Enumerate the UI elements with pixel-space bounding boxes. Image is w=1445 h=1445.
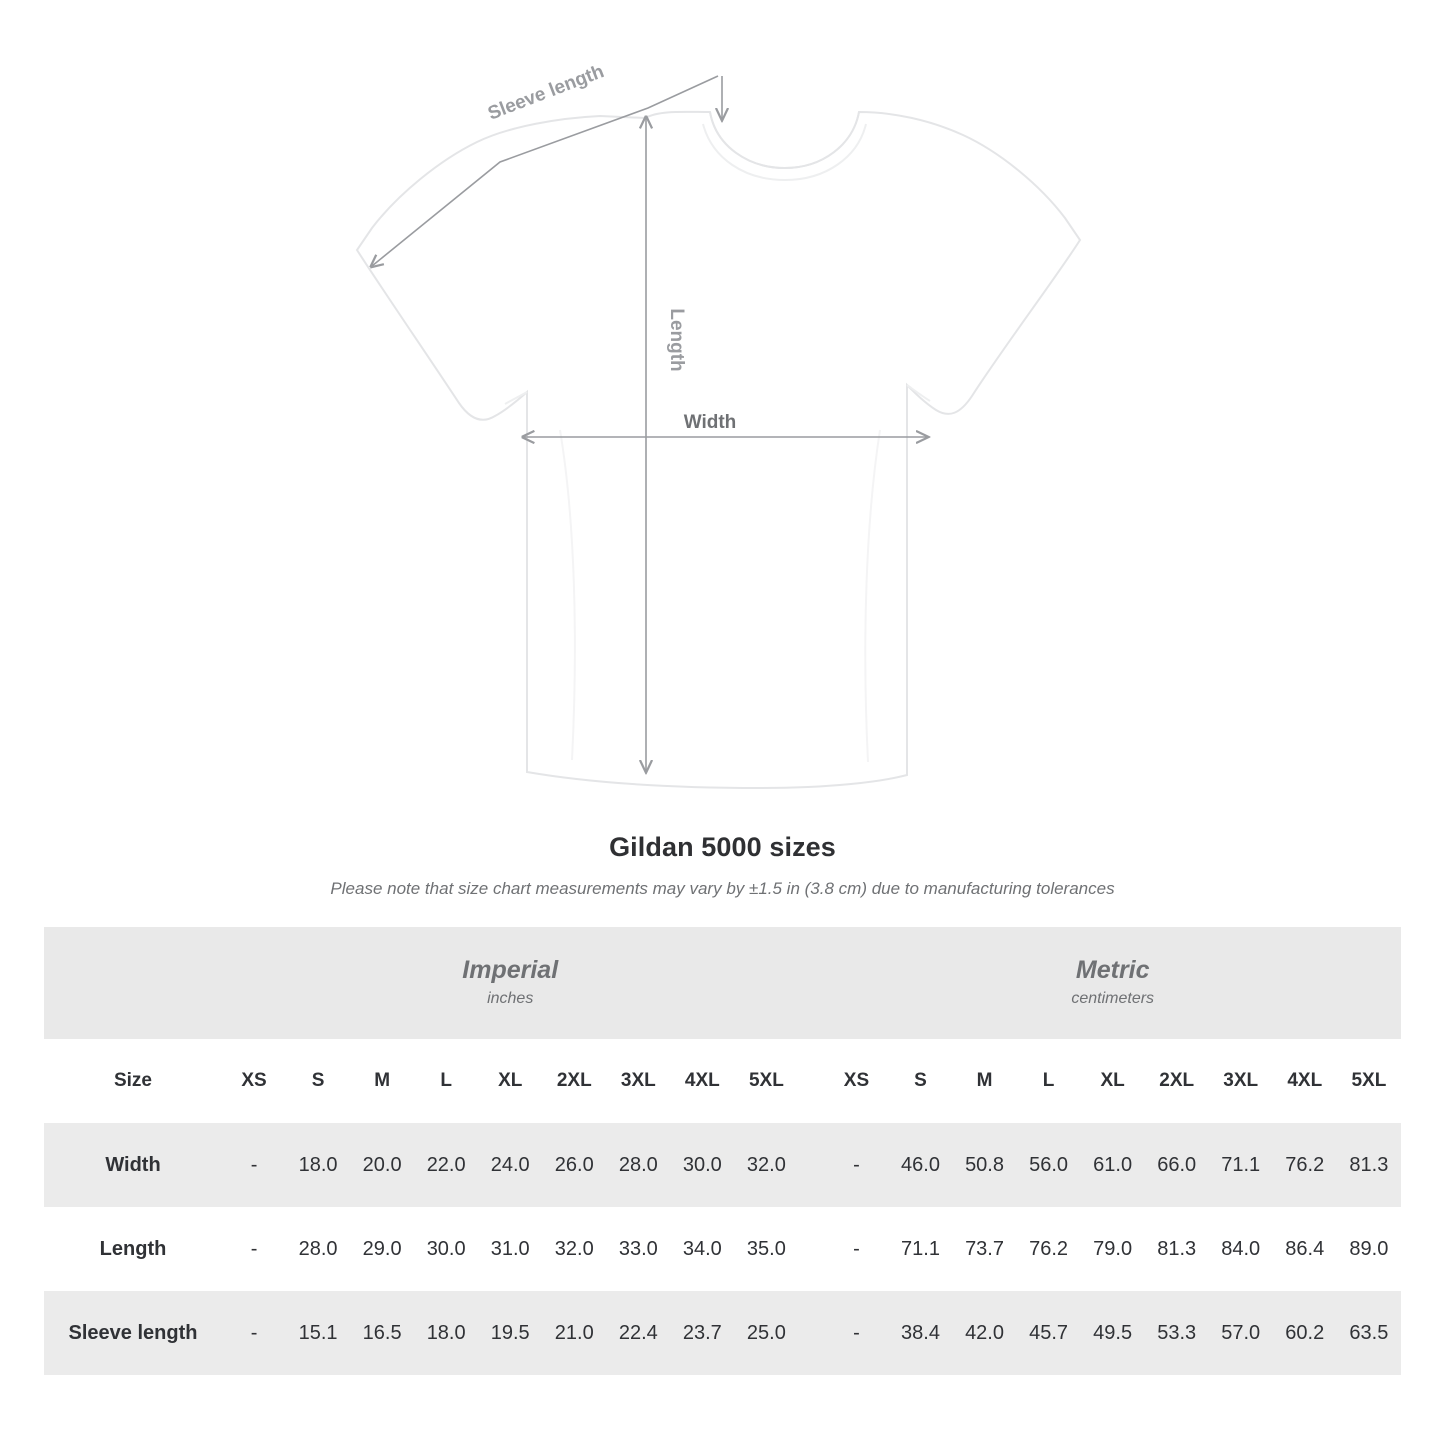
- sleeve-length-label: Sleeve length: [485, 61, 607, 125]
- unit-imperial: [222, 927, 798, 1039]
- width-metric-xl: 61.0: [1081, 1123, 1145, 1207]
- sleeve-imperial-2xl: 21.0: [542, 1291, 606, 1375]
- width-metric-2xl: 66.0: [1145, 1123, 1209, 1207]
- width-metric-3xl: 71.1: [1209, 1123, 1273, 1207]
- length-metric-xl: 79.0: [1081, 1207, 1145, 1291]
- length-imperial-l: 30.0: [414, 1207, 478, 1291]
- length-label: Length: [666, 308, 687, 372]
- header-metric-xs: XS: [824, 1039, 888, 1123]
- width-metric-l: 56.0: [1017, 1123, 1081, 1207]
- width-imperial-l: 22.0: [414, 1123, 478, 1207]
- width-imperial-3xl: 28.0: [606, 1123, 670, 1207]
- size-table: [44, 927, 1401, 1375]
- header-metric-5xl: 5XL: [1337, 1039, 1401, 1123]
- unit-band-spacer: [44, 927, 222, 1039]
- header-metric-2xl: 2XL: [1145, 1039, 1209, 1123]
- unit-band-gap: [798, 927, 824, 1039]
- unit-metric-name: Metric: [1075, 955, 1150, 984]
- size-table-wrapper: [44, 927, 1401, 1375]
- width-imperial-5xl: 32.0: [734, 1123, 798, 1207]
- width-imperial-s: 18.0: [286, 1123, 350, 1207]
- sleeve-metric-m: 42.0: [953, 1291, 1017, 1375]
- row-label-sleeve-length: Sleeve length: [44, 1291, 222, 1375]
- header-metric-s: S: [888, 1039, 952, 1123]
- tolerance-note: Please note that size chart measurements may vary by ±1.5 in (3.8 cm) due to manufacturing tolerances: [330, 879, 1115, 898]
- length-metric-2xl: 81.3: [1145, 1207, 1209, 1291]
- length-imperial-m: 29.0: [350, 1207, 414, 1291]
- header-metric-xl: XL: [1081, 1039, 1145, 1123]
- width-imperial-2xl: 26.0: [542, 1123, 606, 1207]
- sleeve-imperial-l: 18.0: [414, 1291, 478, 1375]
- sleeve-metric-xs: -: [824, 1291, 888, 1375]
- sleeve-metric-2xl: 53.3: [1145, 1291, 1209, 1375]
- length-metric-m: 73.7: [953, 1207, 1017, 1291]
- length-imperial-s: 28.0: [286, 1207, 350, 1291]
- width-metric-s: 46.0: [888, 1123, 952, 1207]
- length-imperial-2xl: 32.0: [542, 1207, 606, 1291]
- header-imperial-l: L: [414, 1039, 478, 1123]
- header-imperial-3xl: 3XL: [606, 1039, 670, 1123]
- length-metric-xs: -: [824, 1207, 888, 1291]
- length-metric-l: 76.2: [1017, 1207, 1081, 1291]
- header-imperial-xs: XS: [222, 1039, 286, 1123]
- header-imperial-m: M: [350, 1039, 414, 1123]
- page-title: Gildan 5000 sizes: [609, 832, 836, 862]
- sleeve-metric-4xl: 60.2: [1273, 1291, 1337, 1375]
- sleeve-metric-s: 38.4: [888, 1291, 952, 1375]
- width-metric-m: 50.8: [953, 1123, 1017, 1207]
- table-row: [44, 1123, 1401, 1207]
- row-label-width: Width: [44, 1123, 222, 1207]
- width-metric-4xl: 76.2: [1273, 1123, 1337, 1207]
- unit-metric: [824, 927, 1401, 1039]
- sleeve-imperial-s: 15.1: [286, 1291, 350, 1375]
- sleeve-imperial-4xl: 23.7: [670, 1291, 734, 1375]
- length-gap: [798, 1207, 824, 1291]
- width-metric-xs: -: [824, 1123, 888, 1207]
- length-metric-s: 71.1: [888, 1207, 952, 1291]
- width-imperial-4xl: 30.0: [670, 1123, 734, 1207]
- header-metric-4xl: 4XL: [1273, 1039, 1337, 1123]
- length-imperial-3xl: 33.0: [606, 1207, 670, 1291]
- header-gap: [798, 1039, 824, 1123]
- length-imperial-4xl: 34.0: [670, 1207, 734, 1291]
- unit-imperial-name: Imperial: [462, 955, 559, 984]
- sleeve-imperial-m: 16.5: [350, 1291, 414, 1375]
- sleeve-imperial-5xl: 25.0: [734, 1291, 798, 1375]
- sleeve-metric-l: 45.7: [1017, 1291, 1081, 1375]
- length-imperial-5xl: 35.0: [734, 1207, 798, 1291]
- sleeve-metric-5xl: 63.5: [1337, 1291, 1401, 1375]
- width-imperial-xs: -: [222, 1123, 286, 1207]
- sleeve-imperial-xl: 19.5: [478, 1291, 542, 1375]
- table-row: [44, 1291, 1401, 1375]
- header-imperial-4xl: 4XL: [670, 1039, 734, 1123]
- sleeve-metric-xl: 49.5: [1081, 1291, 1145, 1375]
- sleeve-gap: [798, 1291, 824, 1375]
- row-label-length: Length: [44, 1207, 222, 1291]
- length-metric-5xl: 89.0: [1337, 1207, 1401, 1291]
- unit-imperial-sub: inches: [487, 990, 534, 1008]
- width-imperial-xl: 24.0: [478, 1123, 542, 1207]
- width-gap: [798, 1123, 824, 1207]
- length-metric-4xl: 86.4: [1273, 1207, 1337, 1291]
- width-label: Width: [683, 412, 737, 433]
- header-imperial-5xl: 5XL: [734, 1039, 798, 1123]
- length-metric-3xl: 84.0: [1209, 1207, 1273, 1291]
- header-imperial-s: S: [286, 1039, 350, 1123]
- sleeve-imperial-xs: -: [222, 1291, 286, 1375]
- header-metric-m: M: [953, 1039, 1017, 1123]
- unit-metric-sub: centimeters: [1071, 990, 1155, 1008]
- sleeve-metric-3xl: 57.0: [1209, 1291, 1273, 1375]
- header-metric-3xl: 3XL: [1209, 1039, 1273, 1123]
- width-metric-5xl: 81.3: [1337, 1123, 1401, 1207]
- width-imperial-m: 20.0: [350, 1123, 414, 1207]
- header-imperial-xl: XL: [478, 1039, 542, 1123]
- size-header-row: [44, 1039, 1401, 1123]
- length-imperial-xl: 31.0: [478, 1207, 542, 1291]
- header-metric-l: L: [1017, 1039, 1081, 1123]
- header-imperial-2xl: 2XL: [542, 1039, 606, 1123]
- size-header-label: Size: [44, 1039, 222, 1123]
- sleeve-imperial-3xl: 22.4: [606, 1291, 670, 1375]
- length-imperial-xs: -: [222, 1207, 286, 1291]
- tshirt-shape: [357, 112, 1080, 788]
- unit-band-row: [44, 927, 1401, 1039]
- table-row: [44, 1207, 1401, 1291]
